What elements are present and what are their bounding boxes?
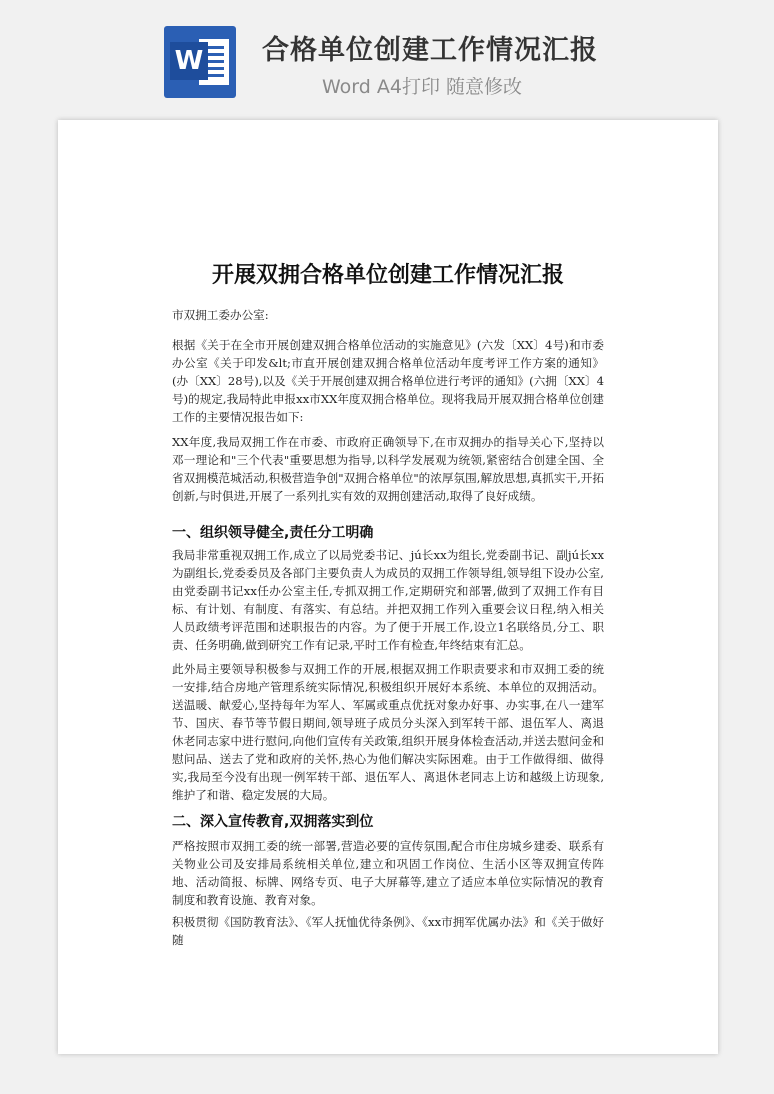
paragraph-leadership: 此外局主要领导积极参与双拥工作的开展,根据双拥工作职责要求和市双拥工委的统一安排,结合房地产管理系统实际情况,积极组织开展好本系统、本单位的双拥活动。送温暖、献爱心,坚持每年为军人、军属或重点优抚对象办好事、办实事,在八一建军节、国庆、春节等节假日期间,领导班子成员分头深入到军转干部、退伍军人、离退休老同志家中进行慰问,向他们宣传有关政策,组织开展身体检查活动,并送去慰问金和慰问品、送去了党和政府的关怀,热心为他们解决实际困难。由于工作做得细、做得实,我局至今没有出现一例军转干部、退伍军人、离退休老同志上访和越级上访现象,维护了和谐、稳定发展的大局。: [172, 662, 604, 802]
document-page: [58, 120, 718, 1054]
word-letter-icon: W: [170, 42, 208, 80]
paragraph-publicity: 严格按照市双拥工委的统一部署,营造必要的宣传氛围,配合市住房城乡建委、联系有关物业公司及安排局系统相关单位,建立和巩固工作岗位、生活小区等双拥宣传阵地、活动简报、标牌、网络专页、电子大屏幕等,建立了适应本单位实际情况的教育制度和教育设施、教育对象。: [172, 839, 604, 907]
header-banner: [0, 0, 774, 118]
section-heading-2: 二、深入宣传教育,双拥落实到位: [172, 814, 374, 830]
section-heading-1: 一、组织领导健全,责任分工明确: [172, 525, 374, 541]
paragraph-intro: 根据《关于在全市开展创建双拥合格单位活动的实施意见》(六发〔XX〕4号)和市委办公室《关于印发&lt;市直开展创建双拥合格单位活动年度考评工作方案的通知》(办〔XX〕28号),以及《关于开展创建双拥合格单位进行考评的通知》(六拥〔XX〕4号)的规定,我局特此申报xx市XX年度双拥合格单位。现将我局开展双拥合格单位创建工作的主要情况报告如下:: [172, 338, 604, 424]
paragraph-overview: XX年度,我局双拥工作在市委、市政府正确领导下,在市双拥办的指导关心下,坚持以邓一理论和"三个代表"重要思想为指导,以科学发展观为统领,紧密结合创建全国、全省双拥模范城活动,积极营造争创"双拥合格单位"的浓厚氛围,解放思想,真抓实干,开拓创新,与时俱进,开展了一系列扎实有效的双拥创建活动,取得了良好成绩。: [172, 435, 604, 503]
salutation: 市双拥工委办公室:: [172, 308, 269, 322]
word-document-icon: [164, 26, 236, 98]
paragraph-laws: 积极贯彻《国防教育法》、《军人抚恤优待条例》、《xx市拥军优属办法》和《关于做好随: [172, 915, 604, 947]
banner-title: 合格单位创建工作情况汇报: [262, 35, 598, 66]
paragraph-organization: 我局非常重视双拥工作,成立了以局党委书记、jú长xx为组长,党委副书记、副jú长xx为副组长,党委委员及各部门主要负责人为成员的双拥工作领导组,领导组下设办公室,由党委副书记xx任办公室主任,专抓双拥工作,定期研究和部署,做到了双拥工作有目标、有计划、有制度、有落实、有总结。并把双拥工作列入重要会议日程,纳入相关人员政绩考评范围和述职报告的内容。为了便于开展工作,设立1名联络员,分工、职责、任务明确,做到研究工作有记录,平时工作有检查,年终结束有汇总。: [172, 548, 604, 652]
banner-subtitle: Word A4打印 随意修改: [322, 76, 523, 98]
document-title: 开展双拥合格单位创建工作情况汇报: [211, 263, 564, 288]
